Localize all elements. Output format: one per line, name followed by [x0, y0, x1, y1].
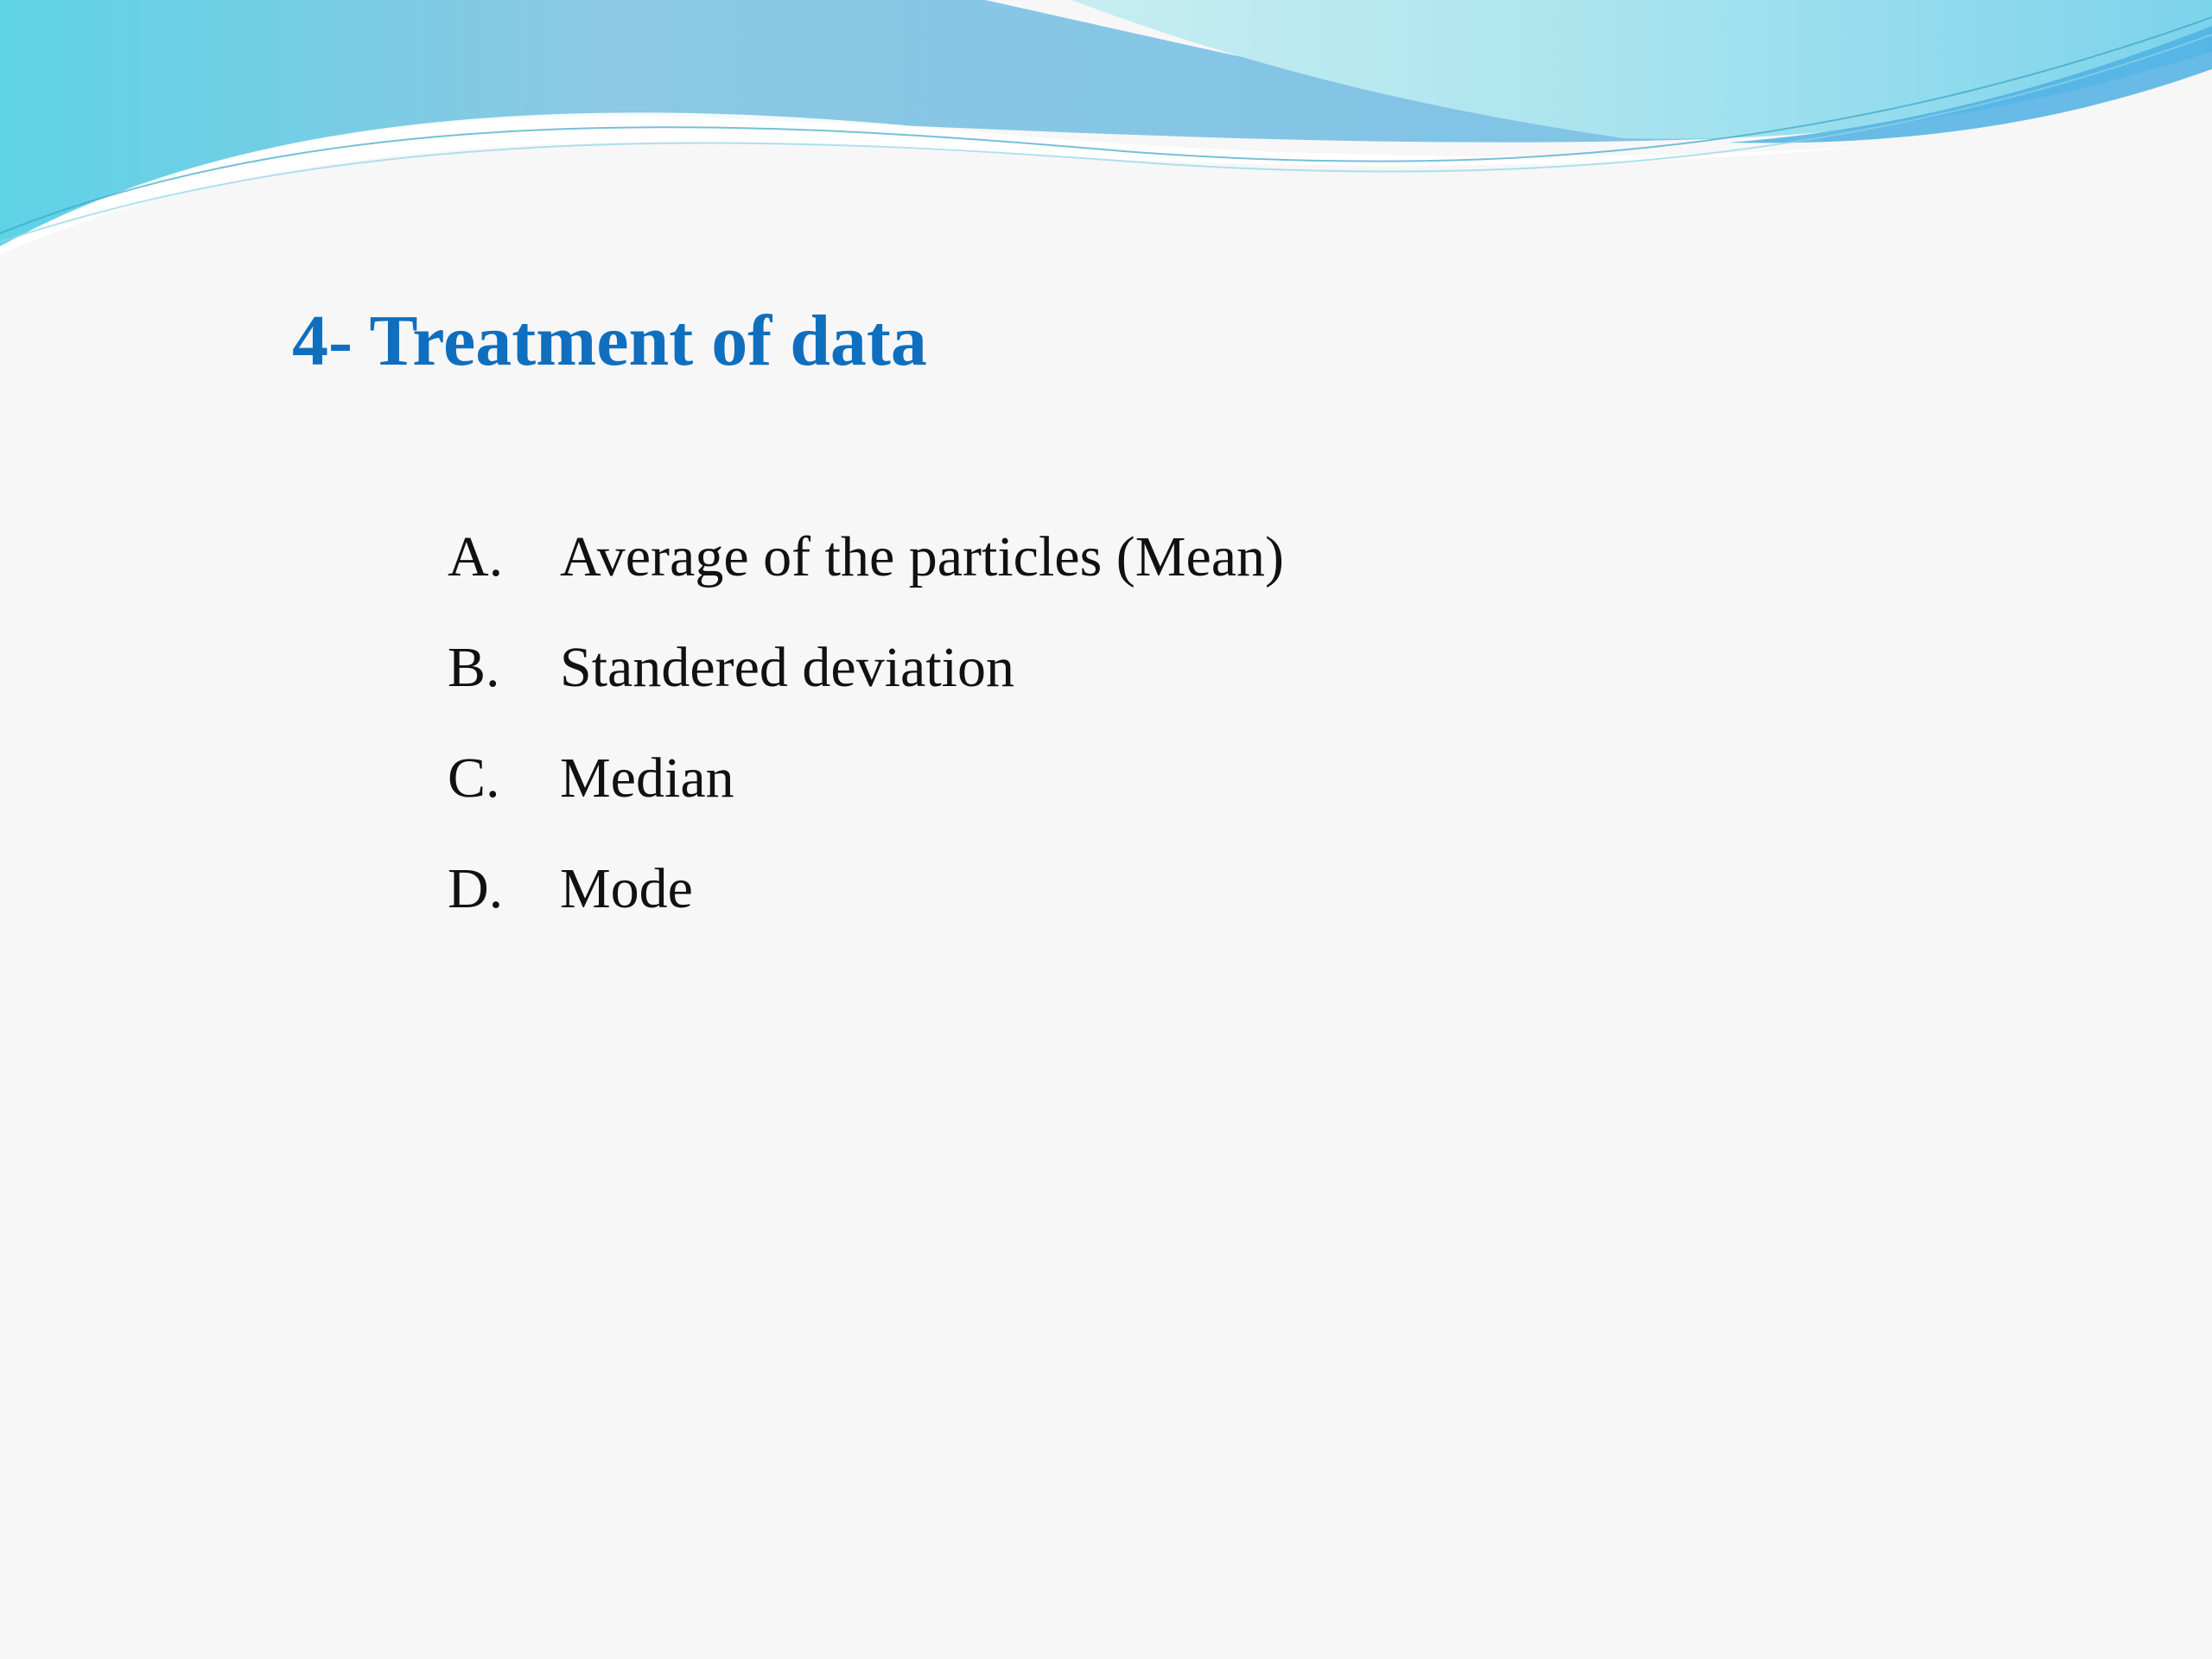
list-item-marker: C. — [448, 747, 500, 810]
list-item-text: Standered deviation — [560, 636, 1015, 699]
list-item-text: Median — [560, 747, 734, 810]
list-item-text: Mode — [560, 857, 693, 920]
list-item — [448, 846, 1284, 957]
list-item-marker: B. — [448, 636, 500, 699]
wave-header-decoration — [0, 0, 2212, 259]
slide-title: 4- Treatment of data — [292, 301, 927, 381]
list-item-text: Average of the particles (Mean) — [560, 525, 1285, 588]
list-item — [448, 625, 1284, 735]
bullet-list — [448, 514, 1284, 957]
list-item — [448, 514, 1284, 625]
list-item-marker: D. — [448, 857, 504, 920]
list-item-marker: A. — [448, 525, 504, 588]
list-item — [448, 735, 1284, 846]
